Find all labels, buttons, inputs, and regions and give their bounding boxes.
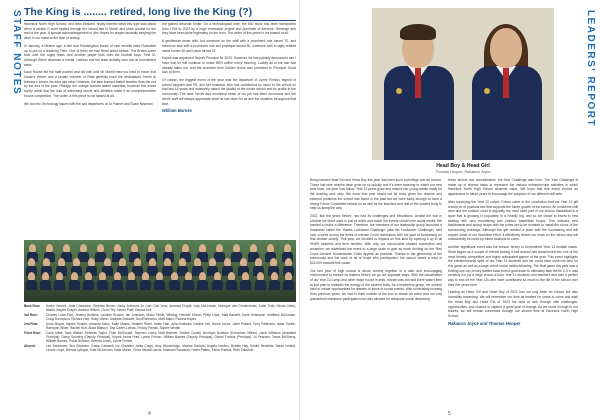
right-page [300,0,600,420]
paragraph: these factors into consideration, the Kiwi Challenge was born. The Kiwi Challenge is made up of diverse tasks to represent the various extracurricular activities in which Havelock North High School students value. We hope that this event evokes an appearance in future years to encourage the adoption of our different skill sets. [448,178,578,197]
article-column-2 [162,22,296,236]
photo-subtitle: Thomas Hooper, Rakaiora Joyce [435,170,491,174]
page-number: 5 [448,411,451,417]
paragraph: In January, a lifetime ago, a fine and Prestidigious bunch of new recruits were Russelled up to put on a teaching Tribe. One of them we had Read about before: The Brown-noser took over the rugby team, and another player took over the football boys. First XI. Although Steve deserves a medal, Lachlan and his team actually won one at tournament week. [24,43,156,67]
paragraph: A gentleman never tells, but someone on the staff with a prominent role turned 70, and someone else with a prominent role and physique turned 50, someone with a rugby related name turned 40 and Laura turned 21. [162,39,296,53]
paragraph: After surveying the Year 13 cohort, Forum came to the conclusion that our Year 13 gift should be of practical use that supports the future growth of the school. An lunchtime chill area and the outdoor court is arguably the most used part of our school. Basketball is a sport that is growing in popularity in a heavily big, and so we chose to invest in new seating with new resurfacing and outdoor basketball hoops. This includes new backboards and spring hoops with the poles set to be donated to install the donor of the surrounding buildings. Although the gift needed a push with the fundraising and will require some of our lunchtime effort, it effectively leaves our mark on the school and will undoubtedly be loved by future students to come. [448,199,578,242]
photo-title: Head Boy & Head Girl [436,163,490,169]
paragraph: Kauri House led the staff powhiri and did well until Mr Martitt tried too hard to extort that house's virtues and a certain member of Rata gleefully used the whakatauki. Home te kumara e korero mo tona ake reka. However, the blue kumara tasted sweeter than the red by the end of the year. Fittingly, the orange kumara tasted sweetest, however this would surely admit that the loss of swimming sports and athletics made it an unrepresentative House competition. The writer of this piece is not biased at all. [24,70,156,98]
author-signature: Rakaiora Joyce and Thomas Hooper [448,320,521,326]
caption-row [24,344,296,352]
paragraph: Of course, the biggest event of the year was the departure of Lynne Fenton, legend of school canyons and PE, and her husband, who has contributed so much to the school so that last 18 years and massively raised the quality of the whole school and its profile in the community. The land, bricks and emotional strain of his job has been enormous and the whole staff will always appreciate what he has done for us and the students throughout that time. [162,78,296,106]
paragraph: Leading as Head Girl and Head Boy of 2022 has not only been an honour but also incredibly rewarding. We will remember our time as leaders for years to come and wish the Head Boy and Head Girl of 2023 the best of luck through with challenges, opportunities, and choices to capture a great year of change. As we move through to our futures, we will remain connected through our shared time at Havelock North High School. [448,290,578,318]
staff-group-photo [24,240,296,302]
photo-caption [24,304,296,353]
caption-row [24,313,296,321]
author-signature: William Barnes [162,108,192,114]
paragraph: Our last year of high school is about coming together in a safe and encouraging environment to mature as leaders before we go our separate ways. With the cancellation of our Year 13 Camp and other major house events, morale was low and there wasn't time to just plan to maintain the energy of the student body. As a leadership group, we worked hard to create opportunities for leaders to thrive in house events. With uncertainty looming from previous years, we had to think outside of the box to create an event that not only guaranteed maximum participation but also allowed for adequate social distancing. [310,268,442,301]
caption-row [24,304,296,312]
caption-row-names: Lee Bartolome, Sue Brisbane, Grace Caldwell, Liz Chandler, Anita Crego, Amy Woodbridge, Maxine Garlock, Angela Harden, Debbie Hay, Deidre Hendriks, Sarah Ireland, Leonie Lloyd, Brenda Lythgoe, Kate McLennan, Katie Morse, Chloe Newell-Jarvis, Amanda Rousseau, Helen Patten, Fallon Ramos, Ruth Zaborski [46,344,296,353]
paragraph: 2022, like the years before, has had its challenges and tribulations. Amidst the war in Ukraine we didn't want to just sit aside and watch the events unfold over social media. We wanted to make a difference. Therefore, the members of our leadership group launched a fundraiser called the 'Hawks Lockdown Challenge' (aka the 'Lockdown Challenge') held over a week during the times of intense Covid restrictions with the goal of fundraising for that chosen charity. This year, we decided to expand on this idea by opening it up to all HNHS students and their families. With only our school-wide student conception and reception, we advertised the event to a large scale to gain as much funding for the 'Red Cross Ukraine Humanitarian Crisis Appeal' as possible. Thanks to the generosity of the community and the work of all of those who participated, the school raised a total of $22,000 towards this cause. [310,213,442,265]
caption-row [24,331,296,344]
article-column-1 [310,178,442,408]
leaders-report-side-title: LEADERS' REPORT [585,10,596,128]
head-girl-figure [468,18,546,160]
paragraph: We ran into Technology issues with the sad departures of Jo Palmer and Suzie Newman [24,101,153,106]
article-column-1 [24,22,156,236]
caption-row-label: Front Row: [24,331,41,335]
caption-row-names: Andre Vennell, Jade Champion, Stephen Brown, Nicky Johnson, Jo Carr, Gail Voss, Amanda Knight, Katy McLennan, Monique Van Grootenhuist, Jodie Todd, Nicola Littley-Walsh, Baylee Draper, Andrew Wilson, Cicon Tey, Simon Pratt, Danica Kell [46,304,296,313]
paragraph: Another significant event was the annual Jersey in Greenstreet Year 13 football match. What began as a couple of friends kicking a ball around has transformed into one of the most fiercely competitive and highly anticipated games of the year. This event highlights the entrepreneurial spirit of our Year 13 students and we could have survivors who for this game as well as a large online social media following. The final game this year saw a thrilling one-up (Jersey battled back from a goal down to ultimately take the tie 2-0. It was certainly not joy a large crowd of both Year 13 students and teachers and was a perfect way to end off the Year 13s who have contributed so much to the life of the school over their five years here. [448,245,578,287]
caption-row-label: Back Row: [24,304,41,308]
paragraph: Kopek was appointed Deputy Principal for 2023. However, he has publicly announced can I have that he will continue to make BEN coffee every morning. Luckily all of his hair has already fallen out. And the drummer from Golden Horse was promoted to Principal. Good luck to them. [162,56,296,75]
paragraph: Being named Head Girl and Head Boy this year has been such a privilege and an honour. These last nine months have gone by so quickly and it's been amazing to watch our new year level, our year how follow. Year 13 peers grow and mature into young adults ready for the exciting next step. We knew this year would not be easy given the resume and external problems the school has faced in the past but we were lucky enough to have a strong Forum Committee behind us as well as the teachers and rest of the student body to help us along the way. [310,178,442,211]
caption-row [24,322,296,330]
staff-notes-side-title: STAFF NOTES [11,10,22,96]
page-number: 4 [148,411,151,417]
caption-row-label: Absent: [24,344,36,349]
paragraph: but gained Amanda Smith. On a technological note, the 500 block has been transported from 1915 to 2022 by a huge renovation project and purchase of furniture. Revenge and they have been quite legendary on the front. The writer of this piece is not biased at all. [162,22,296,36]
leaders-portrait-photo [372,8,554,160]
paragraph: Havelock North High School, and New Zealand, finally learned what this type was about when a certain G word rippled through the school late in March and stuck around for the rest of the year. A special acknowledgement to Mrs Hayes for single-handedly keeping the virus in our midst at the time of writing. [24,22,156,41]
caption-row-names: Anna Moyes, Ngaire Hooper, Amanda Mayo, Katie Moses, Heather Reed, Helen Hall, Julia Hoekstra, Debbie Tait, Nicole Jones, Jaimi Pollard, Terry Patterson, Isaac Tukker, Raewynn White, Rachel Hutt, Alicia Watson, Tina Carter-Lomas, Felicity Fiebak, Sophie Wintler [46,322,296,331]
head-boy-figure [380,18,458,160]
page-title: The King is ........ retired, long live the King (?) [24,6,296,21]
article-column-2 [448,178,578,408]
caption-row-names: Carla Millar, Sam Walker, Deborah Taylor, Fluer McDonald, Stephen Lowry, Matt Brabner, Robbie Cowell, Bronwyn Bonfiore (Executive Officer), Jarrin Williams (Assistant Principal), Darcy Sporting (Deputy Principal), Kopek Aroha Hunt, Lynne Fenton, William Barnes (Deputy Principal), Daniel Francis (Principal), Jo Pearson, Tessa McSherry, William Barnes, Paula Brittown, Brenda Jones, Lynne Fenton [46,331,296,344]
caption-row-label: 2nd Row: [24,322,39,326]
caption-row-label: 3rd Row: [24,313,38,317]
caption-row-names: Charles Lowe-Eliot, Jeremy Bodkins, Lachlan Russell, Ian Johnston, Mahu Tibble, Whiting, Hendrie Kinnar, Philip Lowe, Matt Bassett, Kane Holsmann, Matthew McGowan, Craig Thompson, Richard Hart, Ricky Glenn, Andreas Dowsett, Geoff Weinrich, Matt Baker, Paulina Hayes [46,313,296,322]
